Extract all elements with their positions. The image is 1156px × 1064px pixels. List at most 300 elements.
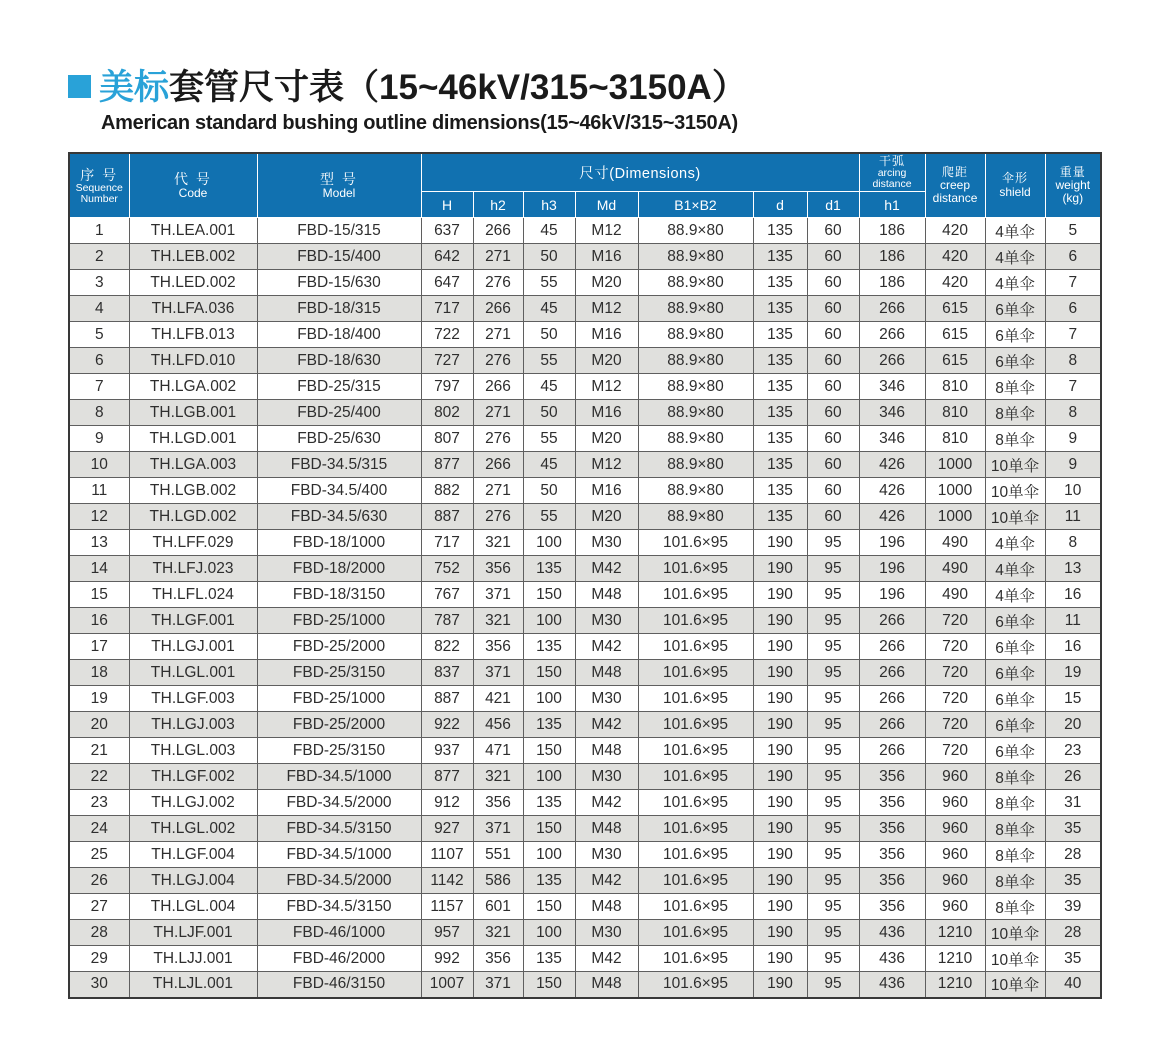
- cell-h2: 356: [473, 556, 523, 582]
- cell-code: TH.LFD.010: [129, 348, 257, 374]
- cell-h1: 196: [859, 556, 925, 582]
- cell-d1: 60: [807, 348, 859, 374]
- cell-creep-distance: 960: [925, 816, 985, 842]
- cell-H: 922: [421, 712, 473, 738]
- table-row: [69, 686, 1101, 712]
- cell-Md: M20: [575, 270, 638, 296]
- cell-h3: 150: [523, 894, 575, 920]
- cell-d1: 60: [807, 504, 859, 530]
- header-sequence-number: [69, 153, 129, 218]
- cell-code: TH.LFJ.023: [129, 556, 257, 582]
- cell-model: FBD-15/315: [257, 218, 421, 244]
- cell-H: 767: [421, 582, 473, 608]
- cell-model: FBD-34.5/315: [257, 452, 421, 478]
- cell-shield: 8单伞: [985, 764, 1045, 790]
- cell-model: FBD-34.5/3150: [257, 894, 421, 920]
- cell-H: 882: [421, 478, 473, 504]
- cell-weight: 8: [1045, 400, 1101, 426]
- header-code-en: Code: [178, 186, 208, 201]
- table-row: [69, 426, 1101, 452]
- cell-shield: 6单伞: [985, 712, 1045, 738]
- cell-d1: 60: [807, 218, 859, 244]
- cell-H: 642: [421, 244, 473, 270]
- cell-h1: 356: [859, 894, 925, 920]
- cell-weight: 7: [1045, 374, 1101, 400]
- cell-creep-distance: 1210: [925, 946, 985, 972]
- cell-h1: 266: [859, 608, 925, 634]
- cell-d1: 60: [807, 270, 859, 296]
- cell-shield: 8单伞: [985, 868, 1045, 894]
- header-weight-unit: (kg): [1062, 191, 1084, 206]
- cell-code: TH.LEA.001: [129, 218, 257, 244]
- cell-h3: 50: [523, 478, 575, 504]
- cell-shield: 6单伞: [985, 322, 1045, 348]
- cell-weight: 39: [1045, 894, 1101, 920]
- cell-Md: M30: [575, 842, 638, 868]
- cell-d: 190: [753, 660, 807, 686]
- cell-shield: 6单伞: [985, 348, 1045, 374]
- cell-H: 912: [421, 790, 473, 816]
- cell-H: 957: [421, 920, 473, 946]
- cell-creep-distance: 960: [925, 764, 985, 790]
- cell-h2: 271: [473, 400, 523, 426]
- cell-code: TH.LFA.036: [129, 296, 257, 322]
- cell-model: FBD-18/1000: [257, 530, 421, 556]
- cell-h2: 271: [473, 322, 523, 348]
- cell-h1: 186: [859, 244, 925, 270]
- table-row: [69, 348, 1101, 374]
- cell-model: FBD-18/315: [257, 296, 421, 322]
- cell-weight: 7: [1045, 270, 1101, 296]
- cell-d: 190: [753, 764, 807, 790]
- cell-code: TH.LGL.004: [129, 894, 257, 920]
- cell-weight: 5: [1045, 218, 1101, 244]
- cell-d1: 95: [807, 582, 859, 608]
- cell-h1: 266: [859, 634, 925, 660]
- cell-B1xB2: 101.6×95: [638, 582, 753, 608]
- cell-code: TH.LGJ.003: [129, 712, 257, 738]
- cell-d1: 95: [807, 764, 859, 790]
- cell-model: FBD-34.5/2000: [257, 868, 421, 894]
- cell-weight: 11: [1045, 504, 1101, 530]
- table-row: [69, 972, 1101, 998]
- cell-weight: 11: [1045, 608, 1101, 634]
- cell-d: 190: [753, 894, 807, 920]
- cell-Md: M16: [575, 478, 638, 504]
- table-body: [69, 218, 1101, 998]
- cell-h3: 45: [523, 374, 575, 400]
- cell-seq: 20: [69, 712, 129, 738]
- cell-d1: 60: [807, 452, 859, 478]
- cell-creep-distance: 420: [925, 244, 985, 270]
- cell-Md: M12: [575, 452, 638, 478]
- header-arcing-h1: h1: [859, 192, 925, 218]
- cell-d: 190: [753, 790, 807, 816]
- cell-h1: 266: [859, 712, 925, 738]
- cell-h2: 276: [473, 504, 523, 530]
- cell-d: 135: [753, 296, 807, 322]
- cell-weight: 9: [1045, 426, 1101, 452]
- cell-model: FBD-25/3150: [257, 660, 421, 686]
- cell-B1xB2: 101.6×95: [638, 764, 753, 790]
- cell-Md: M12: [575, 374, 638, 400]
- cell-weight: 7: [1045, 322, 1101, 348]
- cell-shield: 6单伞: [985, 660, 1045, 686]
- cell-Md: M48: [575, 738, 638, 764]
- table-row: [69, 530, 1101, 556]
- cell-d1: 60: [807, 322, 859, 348]
- cell-d: 135: [753, 322, 807, 348]
- cell-h2: 321: [473, 530, 523, 556]
- cell-code: TH.LGL.001: [129, 660, 257, 686]
- cell-weight: 20: [1045, 712, 1101, 738]
- cell-code: TH.LFF.029: [129, 530, 257, 556]
- cell-H: 937: [421, 738, 473, 764]
- cell-h2: 321: [473, 920, 523, 946]
- cell-creep-distance: 490: [925, 556, 985, 582]
- cell-model: FBD-34.5/630: [257, 504, 421, 530]
- cell-weight: 6: [1045, 244, 1101, 270]
- cell-h2: 551: [473, 842, 523, 868]
- cell-h1: 266: [859, 686, 925, 712]
- cell-creep-distance: 615: [925, 348, 985, 374]
- cell-h2: 276: [473, 270, 523, 296]
- header-arcing-en2: distance: [872, 178, 912, 191]
- cell-h1: 356: [859, 868, 925, 894]
- cell-seq: 24: [69, 816, 129, 842]
- cell-weight: 10: [1045, 478, 1101, 504]
- header-dim-h2: h2: [473, 192, 523, 218]
- header-arcing-distance: [859, 153, 925, 192]
- header-shield: [985, 153, 1045, 218]
- cell-d: 190: [753, 738, 807, 764]
- cell-seq: 2: [69, 244, 129, 270]
- cell-h3: 100: [523, 608, 575, 634]
- cell-code: TH.LGF.001: [129, 608, 257, 634]
- header-creep-en2: distance: [932, 191, 978, 206]
- cell-H: 1107: [421, 842, 473, 868]
- cell-h2: 456: [473, 712, 523, 738]
- header-creep-cn: 爬距: [942, 164, 969, 179]
- cell-d1: 95: [807, 686, 859, 712]
- cell-H: 802: [421, 400, 473, 426]
- cell-Md: M16: [575, 400, 638, 426]
- cell-h1: 436: [859, 972, 925, 998]
- cell-model: FBD-34.5/400: [257, 478, 421, 504]
- cell-d1: 60: [807, 400, 859, 426]
- cell-h1: 436: [859, 920, 925, 946]
- cell-model: FBD-18/400: [257, 322, 421, 348]
- cell-code: TH.LED.002: [129, 270, 257, 296]
- cell-d1: 95: [807, 556, 859, 582]
- table-header: [69, 153, 1101, 218]
- cell-seq: 22: [69, 764, 129, 790]
- cell-h3: 150: [523, 582, 575, 608]
- cell-B1xB2: 101.6×95: [638, 920, 753, 946]
- cell-d: 190: [753, 530, 807, 556]
- cell-B1xB2: 101.6×95: [638, 686, 753, 712]
- cell-d1: 95: [807, 842, 859, 868]
- cell-h3: 150: [523, 660, 575, 686]
- cell-h3: 135: [523, 946, 575, 972]
- table-row: [69, 790, 1101, 816]
- cell-H: 877: [421, 764, 473, 790]
- cell-d1: 60: [807, 374, 859, 400]
- cell-d: 190: [753, 816, 807, 842]
- cell-creep-distance: 1000: [925, 504, 985, 530]
- header-dim-h3: h3: [523, 192, 575, 218]
- cell-shield: 6单伞: [985, 686, 1045, 712]
- cell-shield: 10单伞: [985, 946, 1045, 972]
- page-title-accent: 美标: [99, 68, 170, 107]
- cell-seq: 30: [69, 972, 129, 998]
- cell-model: FBD-18/630: [257, 348, 421, 374]
- table-row: [69, 296, 1101, 322]
- cell-shield: 6单伞: [985, 296, 1045, 322]
- cell-H: 637: [421, 218, 473, 244]
- cell-B1xB2: 101.6×95: [638, 868, 753, 894]
- cell-weight: 35: [1045, 816, 1101, 842]
- cell-model: FBD-46/3150: [257, 972, 421, 998]
- cell-h2: 601: [473, 894, 523, 920]
- cell-h3: 55: [523, 348, 575, 374]
- cell-B1xB2: 101.6×95: [638, 660, 753, 686]
- cell-code: TH.LGD.002: [129, 504, 257, 530]
- cell-weight: 16: [1045, 634, 1101, 660]
- cell-d: 190: [753, 556, 807, 582]
- cell-creep-distance: 720: [925, 608, 985, 634]
- cell-B1xB2: 101.6×95: [638, 816, 753, 842]
- cell-d1: 95: [807, 790, 859, 816]
- cell-h3: 135: [523, 868, 575, 894]
- cell-creep-distance: 810: [925, 426, 985, 452]
- cell-H: 927: [421, 816, 473, 842]
- table-row: [69, 764, 1101, 790]
- cell-h3: 100: [523, 842, 575, 868]
- cell-B1xB2: 88.9×80: [638, 296, 753, 322]
- cell-seq: 28: [69, 920, 129, 946]
- cell-Md: M42: [575, 556, 638, 582]
- cell-model: FBD-25/2000: [257, 634, 421, 660]
- header-dim-d1: d1: [807, 192, 859, 218]
- cell-seq: 25: [69, 842, 129, 868]
- cell-weight: 8: [1045, 348, 1101, 374]
- cell-shield: 10单伞: [985, 920, 1045, 946]
- cell-creep-distance: 1210: [925, 920, 985, 946]
- cell-h1: 266: [859, 660, 925, 686]
- cell-seq: 10: [69, 452, 129, 478]
- cell-seq: 27: [69, 894, 129, 920]
- cell-creep-distance: 960: [925, 842, 985, 868]
- cell-h1: 266: [859, 348, 925, 374]
- table-row: [69, 868, 1101, 894]
- header-code: [129, 153, 257, 218]
- cell-B1xB2: 101.6×95: [638, 894, 753, 920]
- cell-code: TH.LGL.002: [129, 816, 257, 842]
- cell-shield: 8单伞: [985, 842, 1045, 868]
- cell-Md: M12: [575, 296, 638, 322]
- cell-d: 135: [753, 374, 807, 400]
- cell-Md: M48: [575, 972, 638, 998]
- table-row: [69, 374, 1101, 400]
- page-title-rest: 套管尺寸表（15~46kV/315~3150A）: [169, 68, 747, 107]
- cell-d: 135: [753, 452, 807, 478]
- cell-shield: 6单伞: [985, 608, 1045, 634]
- cell-d: 135: [753, 426, 807, 452]
- cell-B1xB2: 88.9×80: [638, 218, 753, 244]
- cell-seq: 26: [69, 868, 129, 894]
- cell-Md: M30: [575, 530, 638, 556]
- cell-model: FBD-34.5/1000: [257, 764, 421, 790]
- title-bullet-square: [68, 75, 91, 98]
- cell-shield: 10单伞: [985, 972, 1045, 998]
- cell-creep-distance: 720: [925, 660, 985, 686]
- cell-h3: 55: [523, 426, 575, 452]
- cell-shield: 8单伞: [985, 894, 1045, 920]
- cell-h2: 271: [473, 478, 523, 504]
- cell-H: 787: [421, 608, 473, 634]
- cell-d: 190: [753, 686, 807, 712]
- cell-h3: 100: [523, 530, 575, 556]
- cell-h1: 356: [859, 842, 925, 868]
- cell-H: 717: [421, 296, 473, 322]
- page-title: [99, 60, 747, 110]
- header-seq-en1: Sequence: [75, 181, 123, 194]
- cell-d: 190: [753, 946, 807, 972]
- cell-creep-distance: 490: [925, 530, 985, 556]
- cell-Md: M42: [575, 790, 638, 816]
- cell-seq: 14: [69, 556, 129, 582]
- cell-shield: 8单伞: [985, 816, 1045, 842]
- cell-h1: 356: [859, 790, 925, 816]
- cell-d: 135: [753, 400, 807, 426]
- cell-B1xB2: 101.6×95: [638, 738, 753, 764]
- cell-d: 190: [753, 868, 807, 894]
- cell-h1: 346: [859, 374, 925, 400]
- cell-code: TH.LGF.004: [129, 842, 257, 868]
- cell-d1: 95: [807, 816, 859, 842]
- cell-seq: 5: [69, 322, 129, 348]
- cell-shield: 8单伞: [985, 790, 1045, 816]
- cell-B1xB2: 88.9×80: [638, 400, 753, 426]
- cell-code: TH.LJF.001: [129, 920, 257, 946]
- cell-creep-distance: 1000: [925, 478, 985, 504]
- cell-shield: 10单伞: [985, 452, 1045, 478]
- cell-weight: 13: [1045, 556, 1101, 582]
- cell-d1: 95: [807, 894, 859, 920]
- cell-creep-distance: 420: [925, 270, 985, 296]
- cell-weight: 15: [1045, 686, 1101, 712]
- cell-h1: 346: [859, 400, 925, 426]
- header-weight-cn: 重量: [1059, 164, 1086, 179]
- cell-d1: 60: [807, 426, 859, 452]
- cell-model: FBD-18/2000: [257, 556, 421, 582]
- header-creep-distance: [925, 153, 985, 218]
- cell-Md: M30: [575, 764, 638, 790]
- cell-d1: 95: [807, 868, 859, 894]
- cell-H: 822: [421, 634, 473, 660]
- cell-code: TH.LEB.002: [129, 244, 257, 270]
- cell-h3: 135: [523, 712, 575, 738]
- cell-h3: 45: [523, 296, 575, 322]
- cell-h1: 426: [859, 478, 925, 504]
- cell-creep-distance: 420: [925, 218, 985, 244]
- header-arcing-cn: 干弧: [879, 154, 906, 168]
- cell-model: FBD-18/3150: [257, 582, 421, 608]
- cell-d1: 95: [807, 660, 859, 686]
- cell-model: FBD-25/3150: [257, 738, 421, 764]
- cell-seq: 19: [69, 686, 129, 712]
- cell-h2: 371: [473, 816, 523, 842]
- cell-h1: 186: [859, 218, 925, 244]
- cell-seq: 6: [69, 348, 129, 374]
- cell-Md: M42: [575, 712, 638, 738]
- cell-Md: M48: [575, 894, 638, 920]
- table-row: [69, 842, 1101, 868]
- cell-model: FBD-25/1000: [257, 686, 421, 712]
- cell-weight: 35: [1045, 946, 1101, 972]
- cell-model: FBD-34.5/3150: [257, 816, 421, 842]
- cell-B1xB2: 88.9×80: [638, 270, 753, 296]
- cell-d: 135: [753, 270, 807, 296]
- page-subtitle: American standard bushing outline dimensions(15~46kV/315~3150A): [101, 112, 738, 134]
- cell-code: TH.LGF.002: [129, 764, 257, 790]
- header-shield-cn: 伞形: [1002, 171, 1029, 186]
- cell-code: TH.LGJ.001: [129, 634, 257, 660]
- cell-weight: 9: [1045, 452, 1101, 478]
- cell-creep-distance: 810: [925, 374, 985, 400]
- cell-creep-distance: 720: [925, 712, 985, 738]
- cell-shield: 4单伞: [985, 530, 1045, 556]
- header-dim-d: d: [753, 192, 807, 218]
- cell-Md: M20: [575, 348, 638, 374]
- cell-H: 752: [421, 556, 473, 582]
- header-arcing-en1: arcing: [877, 167, 907, 180]
- cell-creep-distance: 615: [925, 296, 985, 322]
- cell-H: 717: [421, 530, 473, 556]
- cell-model: FBD-46/2000: [257, 946, 421, 972]
- cell-h2: 266: [473, 296, 523, 322]
- cell-creep-distance: 960: [925, 868, 985, 894]
- cell-d: 190: [753, 712, 807, 738]
- header-dimensions-group: 尺寸(Dimensions): [421, 153, 859, 192]
- cell-weight: 16: [1045, 582, 1101, 608]
- cell-creep-distance: 960: [925, 790, 985, 816]
- table-row: [69, 634, 1101, 660]
- cell-d: 135: [753, 478, 807, 504]
- cell-h3: 100: [523, 920, 575, 946]
- cell-h3: 45: [523, 452, 575, 478]
- cell-h2: 586: [473, 868, 523, 894]
- cell-h3: 50: [523, 244, 575, 270]
- cell-Md: M20: [575, 504, 638, 530]
- cell-h2: 471: [473, 738, 523, 764]
- cell-Md: M48: [575, 660, 638, 686]
- cell-Md: M30: [575, 608, 638, 634]
- table-row: [69, 270, 1101, 296]
- cell-H: 647: [421, 270, 473, 296]
- cell-model: FBD-25/400: [257, 400, 421, 426]
- cell-model: FBD-34.5/1000: [257, 842, 421, 868]
- cell-creep-distance: 1210: [925, 972, 985, 998]
- cell-h3: 55: [523, 270, 575, 296]
- cell-d1: 95: [807, 946, 859, 972]
- cell-h2: 321: [473, 608, 523, 634]
- cell-H: 1142: [421, 868, 473, 894]
- cell-d1: 60: [807, 296, 859, 322]
- header-model: [257, 153, 421, 218]
- cell-seq: 11: [69, 478, 129, 504]
